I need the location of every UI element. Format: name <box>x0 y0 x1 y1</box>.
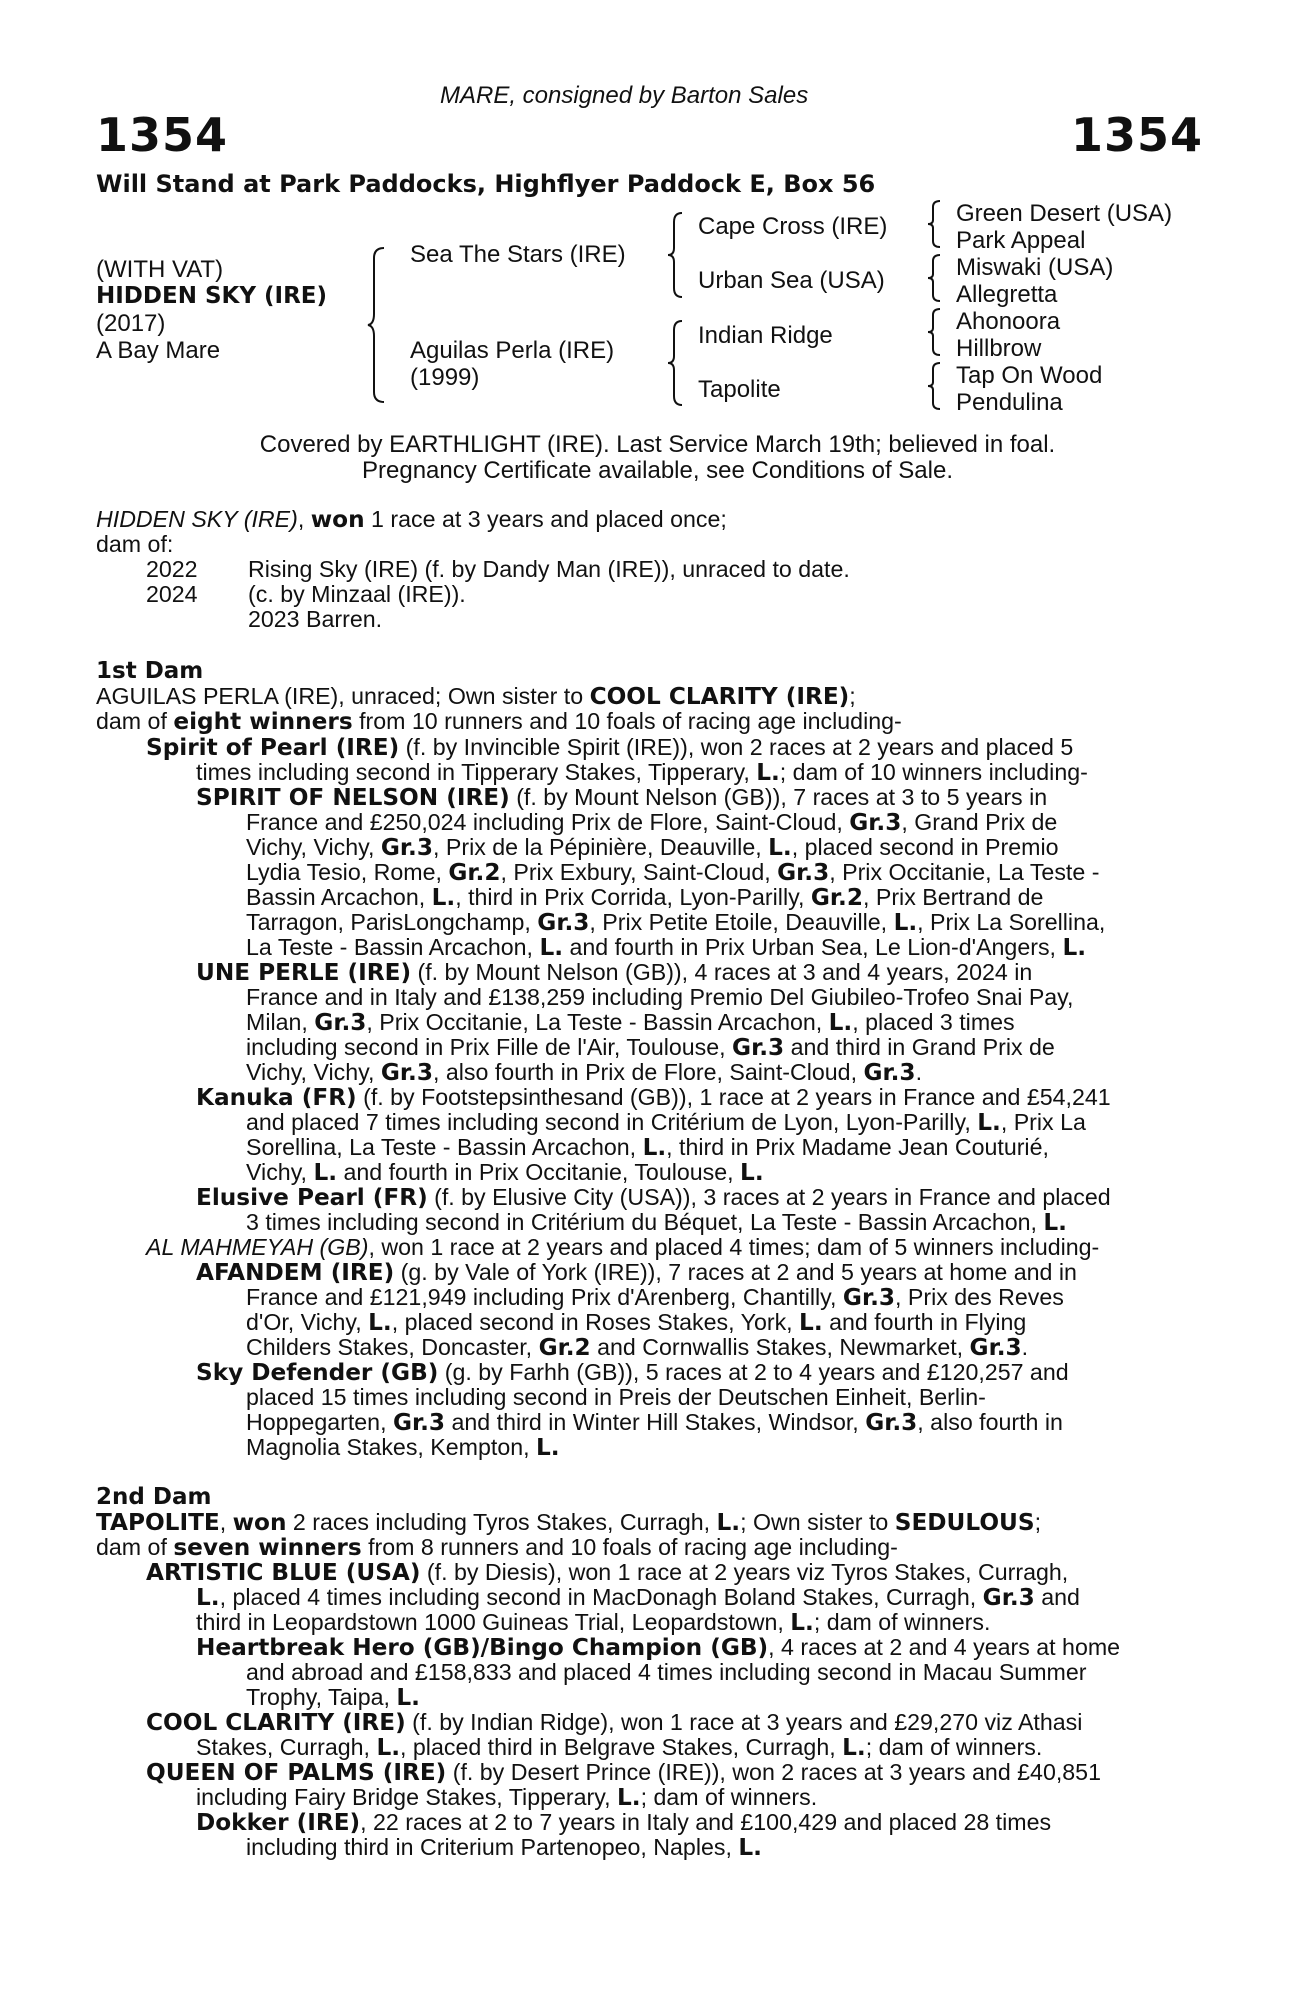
g4-ancestor: Park Appeal <box>956 227 1086 254</box>
g4-brace-3 <box>926 306 944 358</box>
dam-line: dam of seven winners from 8 runners and 10 foals of racing age including- <box>96 1534 898 1561</box>
produce-text: 2023 Barren. <box>248 606 383 632</box>
runner-line: 3 times including second in Critérium du Béquet, La Teste - Bassin Arcachon, L. <box>246 1209 1067 1236</box>
produce-intro-text: 1 race at 3 years and placed once; <box>364 506 727 532</box>
horse-year: (2017) <box>96 310 166 337</box>
produce-text: Rising Sky (IRE) (f. by Dandy Man (IRE)), unraced to date. <box>248 556 850 582</box>
runner-line: France and £250,024 including Prix de Flore, Saint-Cloud, Gr.3, Grand Prix de <box>246 809 1058 836</box>
section-heading: 2nd Dam <box>96 1484 212 1510</box>
produce-text: (c. by Minzaal (IRE)). <box>248 581 466 607</box>
pregnancy-line: Pregnancy Certificate available, see Conditions of Sale. <box>362 457 953 484</box>
runner-line: Trophy, Taipa, L. <box>246 1684 420 1711</box>
dam-dam: Tapolite <box>698 376 781 403</box>
runner-line: and placed 7 times including second in Critérium de Lyon, Lyon-Parilly, L., Prix La <box>246 1109 1086 1136</box>
runner-dokker: Dokker (IRE), 22 races at 2 to 7 years in Italy and £100,429 and placed 28 times <box>196 1809 1052 1836</box>
g4-brace-4 <box>926 360 944 412</box>
consignor-line: MARE, consigned by Barton Sales <box>440 82 809 109</box>
runner-spirit-of-pearl: Spirit of Pearl (IRE) (f. by Invincible Spirit (IRE)), won 2 races at 2 years and placed 5 <box>146 734 1074 761</box>
dam-sire: Indian Ridge <box>698 322 833 349</box>
runner-line: Vichy, L. and fourth in Prix Occitanie, Toulouse, L. <box>246 1159 764 1186</box>
dam-of-label: dam of: <box>96 531 174 557</box>
runner-line: France and £121,949 including Prix d'Arenberg, Chantilly, Gr.3, Prix des Reves <box>246 1284 1064 1311</box>
produce-year: 2022 <box>146 556 198 582</box>
runner-kanuka: Kanuka (FR) (f. by Footstepsinthesand (GB)), 1 race at 2 years in France and £54,241 <box>196 1084 1111 1111</box>
runner-line: Hoppegarten, Gr.3 and third in Winter Hill Stakes, Windsor, Gr.3, also fourth in <box>246 1409 1063 1436</box>
produce-year: 2024 <box>146 581 198 607</box>
g4-ancestor: Tap On Wood <box>956 362 1103 389</box>
runner-line: Tarragon, ParisLongchamp, Gr.3, Prix Petite Etoile, Deauville, L., Prix La Sorellina, <box>246 909 1106 936</box>
sire: Sea The Stars (IRE) <box>410 241 626 268</box>
section-heading: 1st Dam <box>96 658 204 684</box>
runner-sky-defender: Sky Defender (GB) (g. by Farhh (GB)), 5 races at 2 to 4 years and £120,257 and <box>196 1359 1069 1386</box>
dam: Aguilas Perla (IRE) <box>410 337 615 364</box>
runner-une-perle: UNE PERLE (IRE) (f. by Mount Nelson (GB)), 4 races at 3 and 4 years, 2024 in <box>196 959 1033 986</box>
main-brace <box>366 244 388 406</box>
runner-line: Vichy, Vichy, Gr.3, Prix de la Pépinière, Deauville, L., placed second in Premio <box>246 834 1059 861</box>
lot-number-left: 1354 <box>96 108 229 162</box>
horse-description: A Bay Mare <box>96 337 221 364</box>
g4-brace-2 <box>926 252 944 304</box>
runner-line: Milan, Gr.3, Prix Occitanie, La Teste - Bassin Arcachon, L., placed 3 times <box>246 1009 1015 1036</box>
g4-ancestor: Hillbrow <box>956 335 1042 362</box>
mare-name: HIDDEN SKY (IRE) <box>96 506 298 532</box>
runner-line: France and in Italy and £138,259 including Premio Del Giubileo-Trofeo Snai Pay, <box>246 984 1074 1010</box>
runner-line: Vichy, Vichy, Gr.3, also fourth in Prix de Flore, Saint-Cloud, Gr.3. <box>246 1059 923 1086</box>
runner-heartbreak-hero: Heartbreak Hero (GB)/Bingo Champion (GB), 4 races at 2 and 4 years at home <box>196 1634 1121 1661</box>
stand-location: Will Stand at Park Paddocks, Highflyer Paddock E, Box 56 <box>96 170 876 198</box>
lot-number-right: 1354 <box>1070 108 1203 162</box>
runner-line: including Fairy Bridge Stakes, Tipperary, L.; dam of winners. <box>196 1784 818 1811</box>
g4-brace-1 <box>926 198 944 250</box>
runner-spirit-of-nelson: SPIRIT OF NELSON (IRE) (f. by Mount Nelson (GB)), 7 races at 3 to 5 years in <box>196 784 1048 811</box>
runner-line: times including second in Tipperary Stakes, Tipperary, L.; dam of 10 winners including- <box>196 759 1088 786</box>
runner-elusive-pearl: Elusive Pearl (FR) (f. by Elusive City (USA)), 3 races at 2 years in France and placed <box>196 1184 1111 1211</box>
horse-name: HIDDEN SKY (IRE) <box>96 283 328 309</box>
g4-ancestor: Ahonoora <box>956 308 1061 335</box>
vat-note: (WITH VAT) <box>96 256 224 283</box>
runner-line: and abroad and £158,833 and placed 4 times including second in Macau Summer <box>246 1659 1087 1685</box>
runner-line: Bassin Arcachon, L., third in Prix Corrida, Lyon-Parilly, Gr.2, Prix Bertrand de <box>246 884 1044 911</box>
dam-year: (1999) <box>410 364 480 391</box>
sire-brace <box>666 210 686 300</box>
covered-line: Covered by EARTHLIGHT (IRE). Last Service March 19th; believed in foal. <box>259 431 1056 458</box>
runner-afandem: AFANDEM (IRE) (g. by Vale of York (IRE)), 7 races at 2 and 5 years at home and in <box>196 1259 1077 1286</box>
g4-ancestor: Allegretta <box>956 281 1058 308</box>
won-label: won <box>310 506 365 533</box>
runner-line: Sorellina, La Teste - Bassin Arcachon, L., third in Prix Madame Jean Couturié, <box>246 1134 1049 1161</box>
dam-line: TAPOLITE, won 2 races including Tyros Stakes, Curragh, L.; Own sister to SEDULOUS; <box>96 1509 1042 1536</box>
dam-brace <box>666 318 686 408</box>
sire-dam: Urban Sea (USA) <box>698 267 885 294</box>
runner-line: placed 15 times including second in Preis der Deutschen Einheit, Berlin- <box>246 1384 986 1410</box>
runner-artistic-blue: ARTISTIC BLUE (USA) (f. by Diesis), won 1 race at 2 years viz Tyros Stakes, Curragh, <box>146 1559 1069 1586</box>
runner-al-mahmeyah: AL MAHMEYAH (GB), won 1 race at 2 years and placed 4 times; dam of 5 winners including- <box>146 1234 1100 1260</box>
runner-queen-of-palms: QUEEN OF PALMS (IRE) (f. by Desert Prince (IRE)), won 2 races at 3 years and £40,851 <box>146 1759 1101 1786</box>
runner-line: Childers Stakes, Doncaster, Gr.2 and Cornwallis Stakes, Newmarket, Gr.3. <box>246 1334 1029 1361</box>
g4-ancestor: Green Desert (USA) <box>956 200 1173 227</box>
runner-line: including third in Criterium Partenopeo, Naples, L. <box>246 1834 762 1861</box>
dam-line: AGUILAS PERLA (IRE), unraced; Own sister to COOL CLARITY (IRE); <box>96 683 856 710</box>
dam-line: dam of eight winners from 10 runners and 10 foals of racing age including- <box>96 708 902 735</box>
runner-line: Stakes, Curragh, L., placed third in Belgrave Stakes, Curragh, L.; dam of winners. <box>196 1734 1043 1761</box>
runner-line: third in Leopardstown 1000 Guineas Trial, Leopardstown, L.; dam of winners. <box>196 1609 991 1636</box>
runner-line: d'Or, Vichy, L., placed second in Roses Stakes, York, L. and fourth in Flying <box>246 1309 1027 1336</box>
runner-line: including second in Prix Fille de l'Air, Toulouse, Gr.3 and third in Grand Prix de <box>246 1034 1055 1061</box>
sire-sire: Cape Cross (IRE) <box>698 213 888 240</box>
runner-line: Magnolia Stakes, Kempton, L. <box>246 1434 560 1461</box>
runner-cool-clarity: COOL CLARITY (IRE) (f. by Indian Ridge), won 1 race at 3 years and £29,270 viz Athasi <box>146 1709 1083 1736</box>
g4-ancestor: Miswaki (USA) <box>956 254 1114 281</box>
runner-line: Lydia Tesio, Rome, Gr.2, Prix Exbury, Saint-Cloud, Gr.3, Prix Occitanie, La Teste - <box>246 859 1100 886</box>
runner-line: L., placed 4 times including second in MacDonagh Boland Stakes, Curragh, Gr.3 and <box>196 1584 1080 1611</box>
g4-ancestor: Pendulina <box>956 389 1063 416</box>
runner-line: La Teste - Bassin Arcachon, L. and fourth in Prix Urban Sea, Le Lion-d'Angers, L. <box>246 934 1087 961</box>
produce-intro: HIDDEN SKY (IRE), won 1 race at 3 years and placed once; <box>96 506 727 533</box>
